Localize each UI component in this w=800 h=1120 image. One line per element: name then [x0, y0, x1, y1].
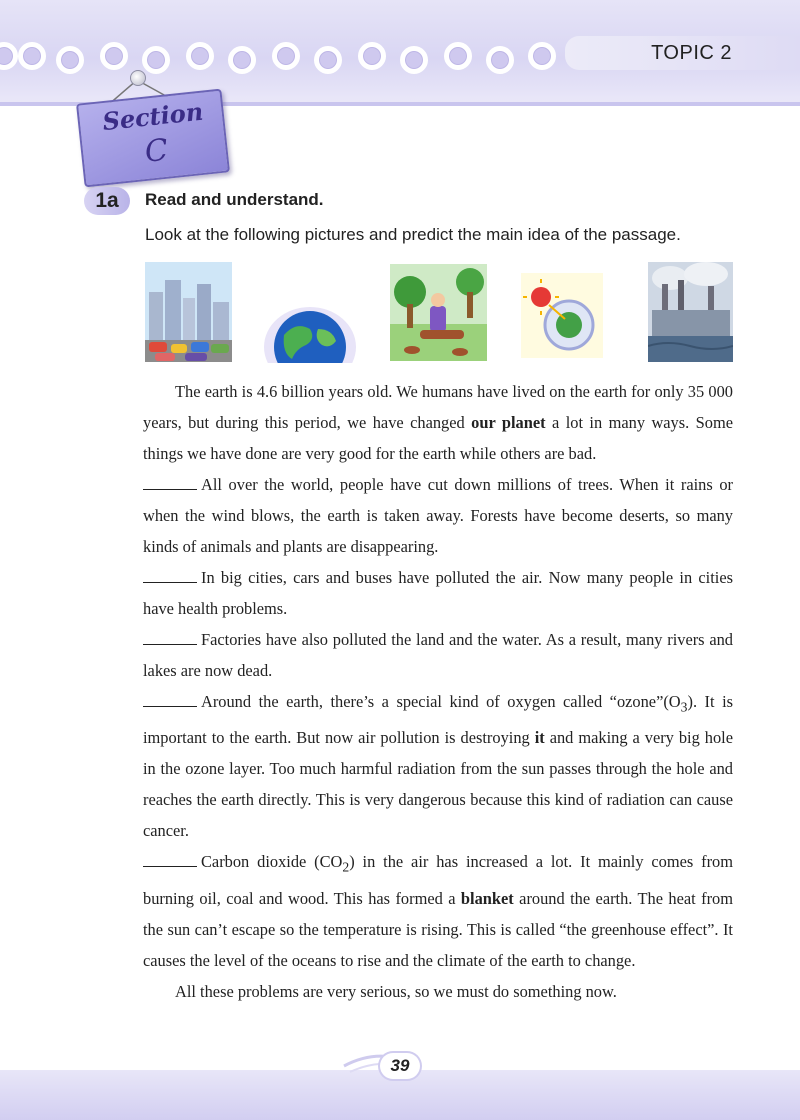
paragraph-water [143, 624, 733, 686]
earth-globe-picture [262, 295, 357, 363]
binder-rings [0, 38, 570, 78]
paragraph-text: The earth is 4.6 billion years old. We humans have lived on the earth for only 35 000 years, but during this period, we have changed [143, 382, 733, 432]
topic-label: TOPIC 2 [651, 42, 732, 64]
ring-decoration [400, 46, 428, 74]
answer-blank[interactable] [143, 475, 197, 490]
paragraph-text: All these problems are very serious, so we must do something now. [175, 981, 617, 1001]
subscript: 2 [342, 859, 350, 875]
paragraph-text: ). It is important to the earth. But now air pollution is destroying [143, 692, 733, 748]
paragraph-text: In big cities, cars and buses have polluted the air. Now many people in cities have health problems. [143, 568, 733, 618]
ring-decoration [486, 46, 514, 74]
ring-decoration [228, 46, 256, 74]
ring-decoration [272, 42, 300, 70]
pin-icon [130, 70, 146, 86]
page-number: 39 [380, 1053, 420, 1079]
answer-blank[interactable] [143, 852, 197, 867]
paragraph-air [143, 562, 733, 624]
paragraph-text: Carbon dioxide (CO [201, 852, 343, 872]
paragraph-conclusion [143, 976, 733, 1007]
ring-decoration [142, 46, 170, 74]
ring-decoration [0, 42, 18, 70]
subscript: 3 [680, 699, 688, 715]
ring-decoration [444, 42, 472, 70]
paragraph-greenhouse [143, 846, 733, 975]
bold-phrase: our planet [471, 413, 546, 432]
answer-blank[interactable] [143, 692, 197, 707]
section-word: Section [101, 96, 205, 137]
paragraph-text: around the earth. The heat from the sun can’t escape so the temperature is rising. This is called “the greenhouse effect”. It causes the level of the oceans to rise and the climate of the earth to change. [143, 888, 733, 970]
ring-decoration [314, 46, 342, 74]
factory-pollution-picture [648, 262, 733, 362]
bold-word: blanket [460, 888, 514, 908]
answer-blank[interactable] [143, 568, 197, 583]
paragraph-text: Around the earth, there’s a special kind of oxygen called “ozone”(O [201, 692, 681, 711]
answer-blank[interactable] [143, 630, 197, 645]
section-letter: C [143, 132, 170, 170]
ring-decoration [186, 42, 214, 70]
paragraph-ozone [143, 686, 733, 846]
city-traffic-picture [145, 262, 232, 362]
activity-number: 1a [95, 189, 119, 212]
activity-title: Read and understand. [145, 190, 324, 209]
paragraph-text: and making a very big hole in the ozone layer. Too much harmful radiation from the sun passes through the hole and reaches the earth directly. This is very dangerous because this kind of radiation can cause cancer. [143, 728, 733, 841]
paragraph-intro [143, 376, 733, 469]
paragraph-text: ) in the air has increased a lot. It mainly comes from burning oil, coal and wood. This has formed a [143, 852, 733, 908]
reading-passage [143, 376, 733, 1007]
tree-cutting-picture [390, 264, 487, 361]
paragraph-text: All over the world, people have cut down millions of trees. When it rains or when the wind blows, the earth is taken away. Forests have become deserts, so many kinds of animals and plants are disappearing. [143, 475, 733, 556]
paragraph-trees [143, 469, 733, 562]
ring-decoration [56, 46, 84, 74]
ring-decoration [528, 42, 556, 70]
ring-decoration [100, 42, 128, 70]
ring-decoration [358, 42, 386, 70]
bold-word: it [534, 728, 545, 748]
paragraph-text: a lot in many ways. Some things we have done are very good for the earth while others are bad. [143, 413, 733, 463]
section-sign [76, 89, 230, 188]
ring-decoration [18, 42, 46, 70]
activity-instruction: Look at the following pictures and predict the main idea of the passage. [145, 225, 681, 244]
paragraph-text: Factories have also polluted the land and the water. As a result, many rivers and lakes are now dead. [143, 630, 733, 680]
activity-badge [84, 187, 130, 215]
sun-ozone-picture [521, 273, 603, 358]
